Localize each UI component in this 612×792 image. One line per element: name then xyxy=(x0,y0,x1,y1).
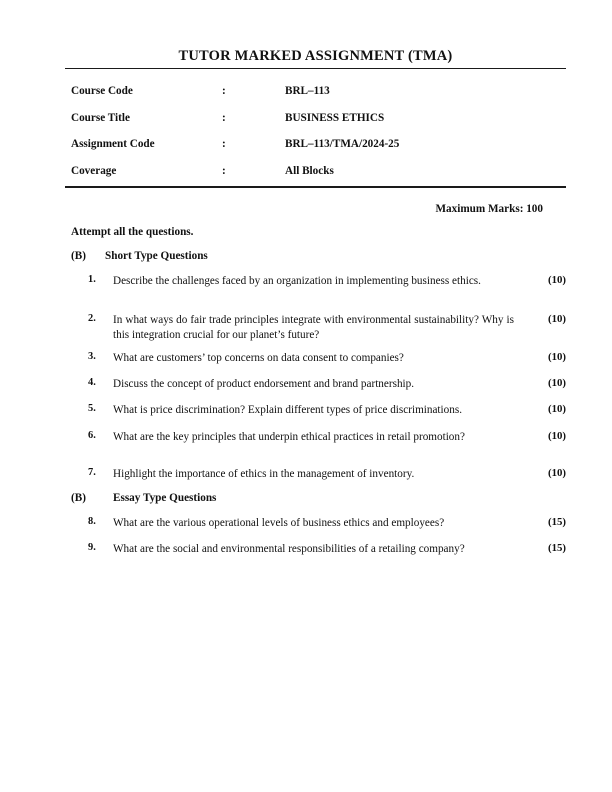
question-item-1 xyxy=(88,274,566,289)
question-item-5 xyxy=(88,403,566,418)
question-number: 3. xyxy=(88,351,96,362)
question-item-4 xyxy=(88,377,566,392)
maximum-marks: Maximum Marks: 100 xyxy=(435,203,543,215)
table-row xyxy=(71,78,566,105)
question-text: In what ways do fair trade principles integrate with environmental sustainability? Why is this integration crucial for our planet’s future? xyxy=(113,314,514,341)
question-item-8 xyxy=(88,516,566,531)
question-item-2 xyxy=(88,313,566,342)
question-marks: (10) xyxy=(548,351,566,363)
info-value: All Blocks xyxy=(285,164,334,177)
course-info-table xyxy=(71,78,566,184)
question-marks: (15) xyxy=(548,516,566,528)
question-text: What are customers’ top concerns on data consent to companies? xyxy=(113,352,404,364)
info-label: Course Title xyxy=(71,111,130,124)
section-tag: (B) xyxy=(71,250,86,262)
question-marks: (10) xyxy=(548,467,566,479)
question-text: What is price discrimination? Explain different types of price discriminations. xyxy=(113,404,462,416)
table-row xyxy=(71,131,566,158)
question-number: 6. xyxy=(88,430,96,441)
question-number: 5. xyxy=(88,403,96,414)
header-rule-top xyxy=(65,68,566,69)
question-item-6 xyxy=(88,430,566,445)
table-row xyxy=(71,105,566,132)
section-header-essay-type xyxy=(71,492,216,504)
question-number: 1. xyxy=(88,274,96,285)
info-label: Course Code xyxy=(71,85,133,97)
info-colon: : xyxy=(222,138,226,150)
section-header-short-type xyxy=(71,250,208,262)
question-item-9 xyxy=(88,542,566,557)
question-item-7 xyxy=(88,467,566,482)
question-text: What are the key principles that underpin ethical practices in retail promotion? xyxy=(113,431,465,443)
info-value: BRL–113 xyxy=(285,85,330,97)
question-number: 8. xyxy=(88,516,96,527)
question-text: Discuss the concept of product endorsement and brand partnership. xyxy=(113,378,415,390)
question-marks: (10) xyxy=(548,403,566,415)
header-rule-bottom xyxy=(65,186,566,188)
info-value: BRL–113/TMA/2024-25 xyxy=(285,138,400,150)
info-label: Coverage xyxy=(71,164,117,177)
question-text: Describe the challenges faced by an organization in implementing business ethics. xyxy=(113,275,481,287)
question-text: What are the various operational levels of business ethics and employees? xyxy=(113,517,445,529)
attempt-instruction: Attempt all the questions. xyxy=(71,226,194,238)
section-heading-label: Short Type Questions xyxy=(105,250,208,262)
question-marks: (10) xyxy=(548,274,566,286)
section-tag: (B) xyxy=(71,492,86,504)
page-title: TUTOR MARKED ASSIGNMENT (TMA) xyxy=(178,48,453,64)
info-colon: : xyxy=(222,85,226,97)
table-row xyxy=(71,158,566,185)
info-colon: : xyxy=(222,164,226,177)
question-number: 4. xyxy=(88,377,96,388)
info-label: Assignment Code xyxy=(71,138,155,150)
question-marks: (10) xyxy=(548,377,566,389)
question-marks: (10) xyxy=(548,430,566,442)
info-colon: : xyxy=(222,111,226,124)
question-text: Highlight the importance of ethics in the management of inventory. xyxy=(113,468,415,480)
question-marks: (10) xyxy=(548,313,566,325)
question-number: 2. xyxy=(88,313,96,324)
question-text: What are the social and environmental responsibilities of a retailing company? xyxy=(113,543,465,555)
question-marks: (15) xyxy=(548,542,566,554)
question-item-3 xyxy=(88,351,566,366)
question-number: 9. xyxy=(88,542,96,553)
question-number: 7. xyxy=(88,467,96,478)
info-value: BUSINESS ETHICS xyxy=(285,111,385,124)
section-heading-label: Essay Type Questions xyxy=(113,492,217,504)
